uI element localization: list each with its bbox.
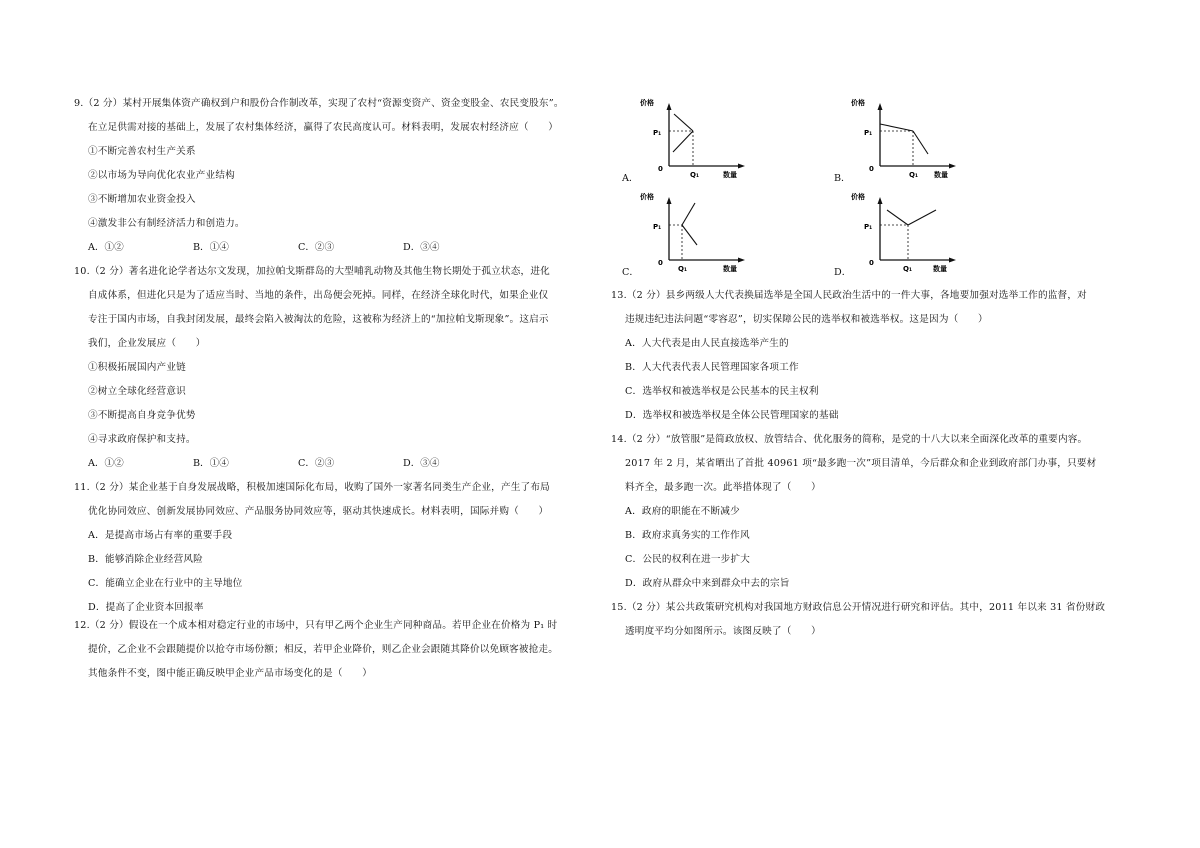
question-9-options <box>88 239 508 253</box>
chart-c-y-arrow <box>667 197 672 204</box>
chart-a-svg <box>640 96 790 184</box>
chart-d-letter[interactable]: D． <box>834 267 852 278</box>
question-10-item-2: ②树立全球化经营意识 <box>88 386 186 397</box>
question-9-item-3: ③不断增加农业资金投入 <box>88 194 196 205</box>
chart-a-letter[interactable]: A． <box>622 173 639 184</box>
question-13-option-a[interactable]: A．人大代表是由人民直接选举产生的 <box>625 338 789 349</box>
chart-c-p-label: P₁ <box>653 223 662 231</box>
question-14-option-d[interactable]: D．政府从群众中来到群众中去的宗旨 <box>625 578 790 589</box>
chart-b-svg <box>851 96 1001 184</box>
question-9-stem-line-1: 9.（2 分）某村开展集体资产确权到户和股份合作制改革，实现了农村“资源变资产、资金变股金、农民变股东”。 <box>74 98 564 109</box>
chart-c-q-label: Q₁ <box>678 265 688 273</box>
question-10-option-a[interactable]: A．①② <box>88 458 124 469</box>
chart-a-p-label: P₁ <box>653 129 662 137</box>
chart-d-left-curve <box>887 210 908 225</box>
chart-c-upper-curve <box>682 203 695 225</box>
question-11-option-d[interactable]: D．提高了企业资本回报率 <box>88 602 204 613</box>
chart-a-ylabel: 价格 <box>640 99 654 107</box>
question-11-option-b[interactable]: B．能够消除企业经营风险 <box>88 554 203 565</box>
question-10-stem-line-1: 10.（2 分）著名进化论学者达尔文发现，加拉帕戈斯群岛的大型哺乳动物及其他生物长期处于孤立状态，进化 <box>74 266 550 277</box>
question-9-item-1: ①不断完善农村生产关系 <box>88 146 196 157</box>
chart-c-origin: 0 <box>658 259 663 267</box>
chart-a-origin: 0 <box>658 165 663 173</box>
chart-a-x-arrow <box>738 164 745 169</box>
chart-c-ylabel: 价格 <box>640 193 654 201</box>
chart-b-y-arrow <box>878 103 883 110</box>
chart-a-lower-curve <box>673 131 693 152</box>
chart-b-ylabel: 价格 <box>851 99 865 107</box>
question-14-option-b[interactable]: B．政府求真务实的工作作风 <box>625 530 750 541</box>
question-11-stem-line-1: 11.（2 分）某企业基于自身发展战略，积极加速国际化布局，收购了国外一家著名同类生产企业，产生了布局 <box>74 482 550 493</box>
question-13-option-d[interactable]: D．选举权和被选举权是全体公民管理国家的基础 <box>625 410 839 421</box>
chart-c-x-arrow <box>738 258 745 263</box>
chart-d-origin: 0 <box>869 259 874 267</box>
chart-b-q-label: Q₁ <box>909 171 919 179</box>
question-9-stem-line-2: 在立足供需对接的基础上，发展了农村集体经济，赢得了农民高度认可。材料表明，发展农村经济应（ ） <box>88 122 559 133</box>
question-15-stem-line-1: 15.（2 分）某公共政策研究机构对我国地方财政信息公开情况进行研究和评估。其中，2011 年以来 31 省份财政 <box>611 602 1106 613</box>
chart-b-origin: 0 <box>869 165 874 173</box>
question-9-option-b[interactable]: B．①④ <box>193 242 229 253</box>
question-14-option-c[interactable]: C．公民的权利在进一步扩大 <box>625 554 751 565</box>
question-14-stem-line-1: 14.（2 分）“放管服”是简政放权、放管结合、优化服务的简称，是党的十八大以来全面深化改革的重要内容。 <box>611 434 1088 445</box>
chart-d <box>851 190 1001 278</box>
chart-d-q-label: Q₁ <box>903 265 913 273</box>
chart-b-lower-curve <box>913 131 928 154</box>
question-11-option-c[interactable]: C．能确立企业在行业中的主导地位 <box>88 578 243 589</box>
chart-b <box>851 96 1001 184</box>
chart-a-q-label: Q₁ <box>690 171 700 179</box>
chart-c <box>640 190 790 278</box>
question-14-stem-line-3: 料齐全，最多跑一次。此举措体现了（ ） <box>625 482 821 493</box>
question-11-stem-line-2: 优化协同效应、创新发展协同效应、产品服务协同效应等，驱动其快速成长。材料表明，国际并购（ ） <box>88 506 549 517</box>
chart-d-svg <box>851 190 1001 278</box>
chart-d-y-arrow <box>878 197 883 204</box>
chart-b-xlabel: 数量 <box>934 171 948 179</box>
question-10-item-1: ①积极拓展国内产业链 <box>88 362 186 373</box>
question-14-stem-line-2: 2017 年 2 月，某省晒出了首批 40961 项“最多跑一次”项目清单，今后群众和企业到政府部门办事，只要材 <box>625 458 1097 469</box>
question-9-option-a[interactable]: A．①② <box>88 242 124 253</box>
chart-d-xlabel: 数量 <box>933 265 947 273</box>
chart-c-lower-curve <box>682 225 697 245</box>
question-11-option-a[interactable]: A．是提高市场占有率的重要手段 <box>88 530 233 541</box>
question-12-stem-line-2: 提价，乙企业不会跟随提价以抢夺市场份额；相反，若甲企业降价，则乙企业会跟随其降价以免顾客被抢走。 <box>88 644 559 655</box>
chart-c-letter[interactable]: C． <box>622 267 639 278</box>
chart-d-p-label: P₁ <box>864 223 873 231</box>
chart-a-xlabel: 数量 <box>723 171 737 179</box>
chart-b-x-arrow <box>949 164 956 169</box>
chart-d-ylabel: 价格 <box>851 193 865 201</box>
question-13-stem-line-2: 违规违纪违法问题“零容忍”，切实保障公民的选举权和被选举权。这是因为（ ） <box>625 314 988 325</box>
question-10-item-4: ④寻求政府保护和支持。 <box>88 434 196 445</box>
question-13-stem-line-1: 13.（2 分）县乡两级人大代表换届选举是全国人民政治生活中的一件大事，各地要加强对选举工作的监督，对 <box>611 290 1087 301</box>
question-13-option-c[interactable]: C．选举权和被选举权是公民基本的民主权利 <box>625 386 819 397</box>
question-10-item-3: ③不断提高自身竞争优势 <box>88 410 196 421</box>
question-10-stem-line-4: 我们，企业发展应（ ） <box>88 338 206 349</box>
question-9-item-2: ②以市场为导向优化农业产业结构 <box>88 170 235 181</box>
question-15-stem-line-2: 透明度平均分如图所示。该图反映了（ ） <box>625 626 821 637</box>
question-10-stem-line-3: 专注于国内市场，自我封闭发展，最终会陷入被淘汰的危险，这被称为经济上的“加拉帕戈斯现象”。这启示 <box>88 314 549 325</box>
chart-a-y-arrow <box>667 103 672 110</box>
chart-c-svg <box>640 190 790 278</box>
chart-d-x-arrow <box>949 258 956 263</box>
question-10-option-c[interactable]: C．②③ <box>298 458 335 469</box>
chart-c-xlabel: 数量 <box>723 265 737 273</box>
question-10-option-b[interactable]: B．①④ <box>193 458 229 469</box>
question-9-option-d[interactable]: D．③④ <box>403 242 440 253</box>
chart-a-upper-curve <box>674 114 693 131</box>
chart-b-p-label: P₁ <box>864 129 873 137</box>
question-13-option-b[interactable]: B．人大代表代表人民管理国家各项工作 <box>625 362 799 373</box>
question-10-options <box>88 455 508 469</box>
question-9-option-c[interactable]: C．②③ <box>298 242 335 253</box>
chart-d-right-curve <box>908 210 936 225</box>
chart-b-letter[interactable]: B． <box>834 173 851 184</box>
question-12-stem-line-3: 其他条件不变，图中能正确反映甲企业产品市场变化的是（ ） <box>88 668 373 679</box>
question-14-option-a[interactable]: A．政府的职能在不断减少 <box>625 506 740 517</box>
question-10-option-d[interactable]: D．③④ <box>403 458 440 469</box>
question-10-stem-line-2: 自成体系，但进化只是为了适应当时、当地的条件，出岛便会死掉。同样，在经济全球化时代，如果企业仅 <box>88 290 549 301</box>
chart-a <box>640 96 790 184</box>
chart-b-upper-curve <box>880 124 913 131</box>
question-12-stem-line-1: 12.（2 分）假设在一个成本相对稳定行业的市场中，只有甲乙两个企业生产同种商品。若甲企业在价格为 P₁ 时 <box>74 620 558 631</box>
question-9-item-4: ④激发非公有制经济活力和创造力。 <box>88 218 245 229</box>
